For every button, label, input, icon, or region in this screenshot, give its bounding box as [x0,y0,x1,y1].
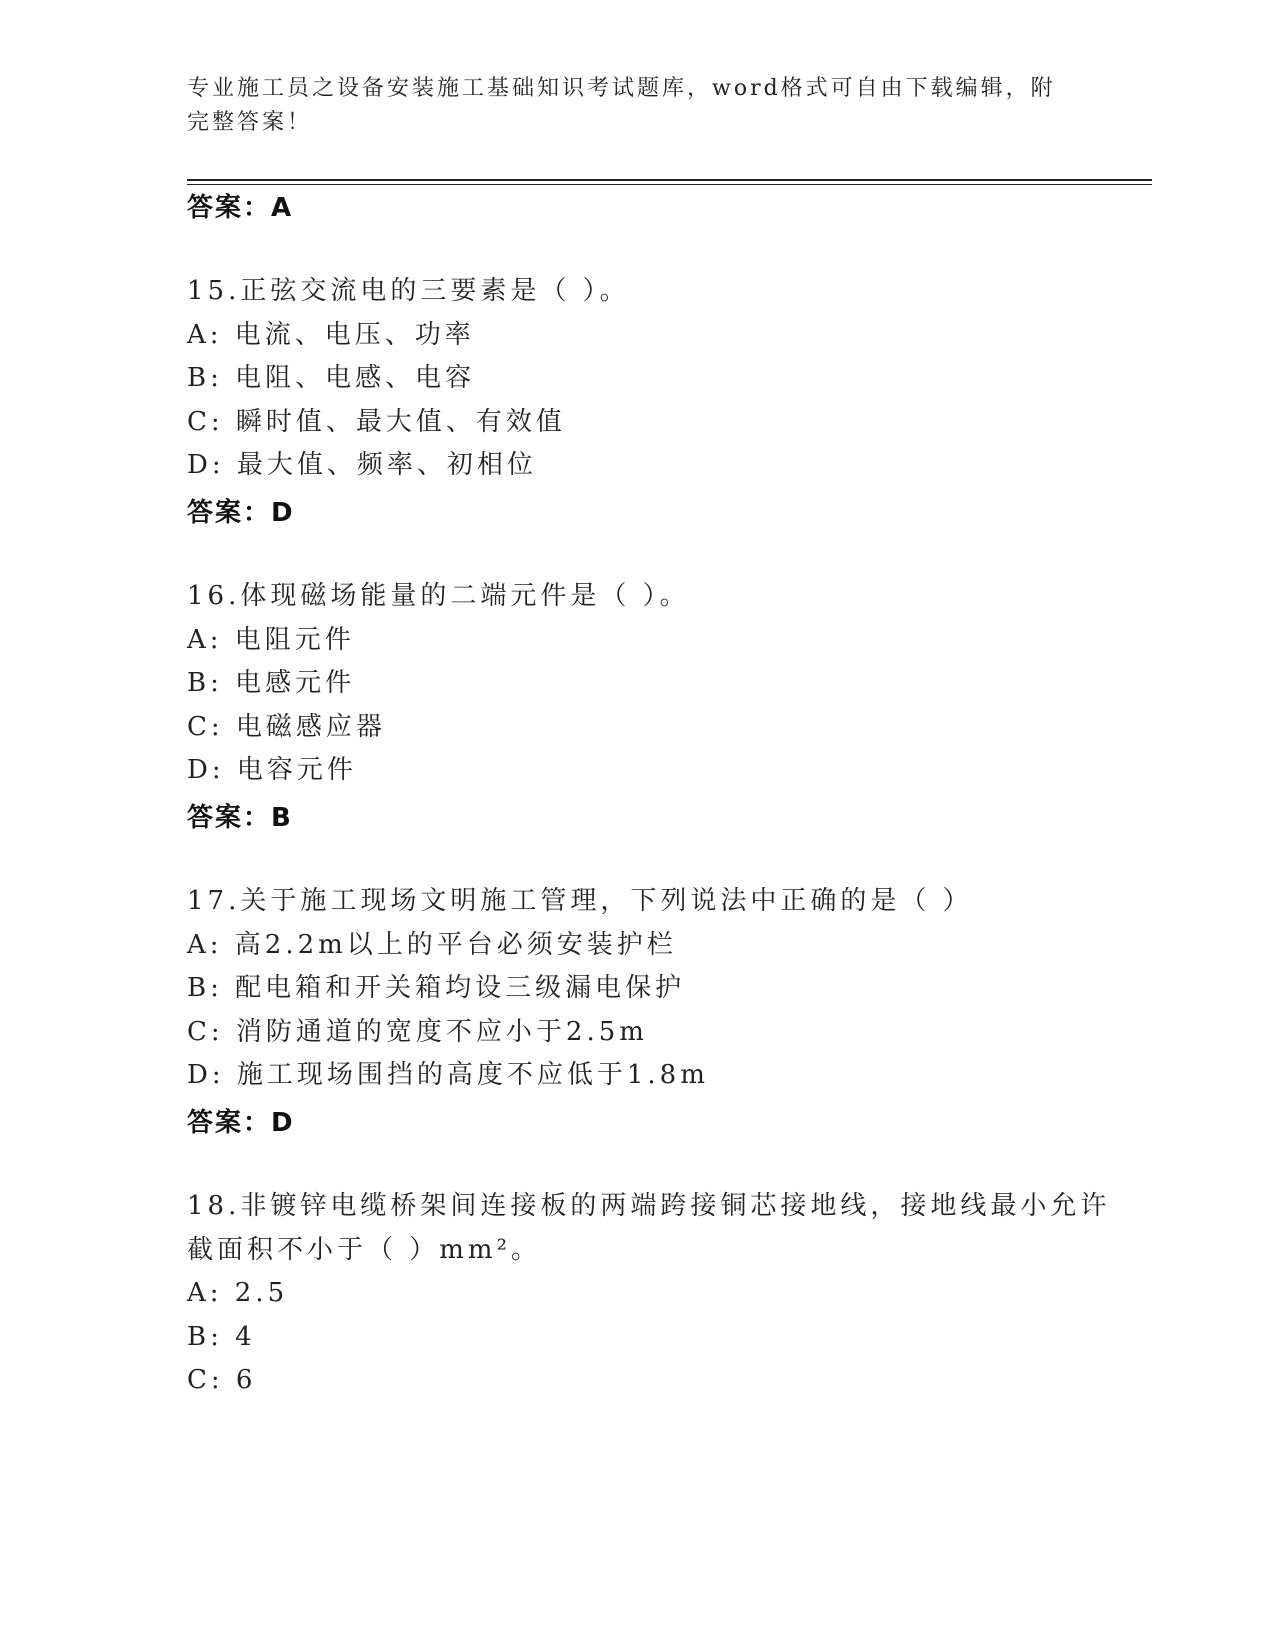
question-18-option-c: C: 6 [187,1365,257,1395]
question-17-option-b: B: 配电箱和开关箱均设三级漏电保护 [187,973,686,1003]
question-18-stem-line-2: 截面积不小于（ ）mm²。 [187,1235,541,1265]
question-17-option-a: A: 高2.2m以上的平台必须安装护栏 [187,930,677,960]
question-16-option-b: B: 电感元件 [187,668,356,698]
answer-prev: 答案：A [187,193,294,223]
header-rule-thick [187,179,1152,181]
question-18-option-a: A: 2.5 [187,1278,289,1308]
question-18-stem-line-1: 18.非镀锌电缆桥架间连接板的两端跨接铜芯接地线，接地线最小允许 [187,1191,1111,1221]
question-15-option-a: A: 电流、电压、功率 [187,320,475,350]
question-17-option-c: C: 消防通道的宽度不应小于2.5m [187,1017,648,1047]
question-15-option-b: B: 电阻、电感、电容 [187,363,476,393]
header-rule-thin [187,184,1152,185]
question-16-answer: 答案：B [187,803,293,833]
question-17-stem: 17.关于施工现场文明施工管理，下列说法中正确的是（ ） [187,886,973,916]
question-16-option-a: A: 电阻元件 [187,625,355,655]
question-17-answer: 答案：D [187,1108,295,1138]
question-15-option-d: D: 最大值、频率、初相位 [187,450,537,480]
question-15-stem: 15.正弦交流电的三要素是（ ）。 [187,276,630,306]
question-15-option-c: C: 瞬时值、最大值、有效值 [187,407,566,437]
question-16-option-d: D: 电容元件 [187,755,357,785]
question-15-answer: 答案：D [187,498,295,528]
question-18-option-b: B: 4 [187,1322,256,1352]
question-16-stem: 16.体现磁场能量的二端元件是（ ）。 [187,581,690,611]
question-17-option-d: D: 施工现场围挡的高度不应低于1.8m [187,1060,709,1090]
question-16-option-c: C: 电磁感应器 [187,712,386,742]
document-header: 专业施工员之设备安装施工基础知识考试题库，word格式可自由下载编辑，附完整答案！ [187,76,1056,135]
